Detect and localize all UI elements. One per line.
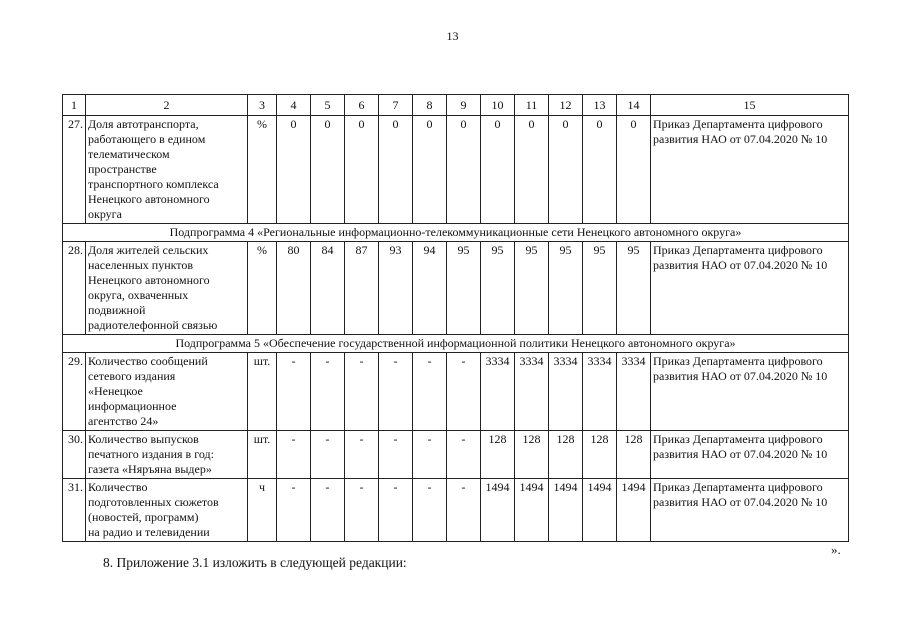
indicator-name-line: радиотелефонной связью bbox=[88, 318, 218, 332]
value-cell: - bbox=[379, 353, 413, 431]
header-cell: 15 bbox=[651, 95, 849, 116]
value-cell: - bbox=[277, 479, 311, 542]
value-cell: 95 bbox=[515, 242, 549, 335]
value-cell: 0 bbox=[379, 116, 413, 224]
value-cell: 128 bbox=[481, 431, 515, 479]
indicator-name-line: округа bbox=[88, 207, 122, 221]
header-cell: 7 bbox=[379, 95, 413, 116]
row-number: 31. bbox=[63, 479, 86, 542]
indicator-name-line: Количество сообщений bbox=[88, 354, 208, 368]
value-cell: - bbox=[277, 353, 311, 431]
indicator-name-line: пространстве bbox=[88, 162, 157, 176]
indicator-name-line: на радио и телевидении bbox=[88, 525, 210, 539]
subprogram-row bbox=[63, 335, 849, 353]
value-cell: 0 bbox=[311, 116, 345, 224]
indicator-name-line: Ненецкого автономного bbox=[88, 273, 210, 287]
indicator-name-line: Ненецкого автономного bbox=[88, 192, 210, 206]
value-cell: 128 bbox=[515, 431, 549, 479]
value-cell: 128 bbox=[583, 431, 617, 479]
source-line: Приказ Департамента цифрового bbox=[653, 432, 823, 446]
value-cell: 93 bbox=[379, 242, 413, 335]
subprogram-title: Подпрограмма 5 «Обеспечение государственной информационной политики Ненецкого автономного округа» bbox=[63, 335, 849, 353]
indicator-name bbox=[86, 479, 248, 542]
value-cell: 87 bbox=[345, 242, 379, 335]
value-cell: 0 bbox=[583, 116, 617, 224]
indicator-name-line: сетевого издания bbox=[88, 369, 176, 383]
source-line: развития НАО от 07.04.2020 № 10 bbox=[653, 369, 828, 383]
source-cell bbox=[651, 431, 849, 479]
indicator-name-line: агентство 24» bbox=[88, 414, 159, 428]
value-cell: 128 bbox=[617, 431, 651, 479]
value-cell: 0 bbox=[481, 116, 515, 224]
value-cell: - bbox=[311, 431, 345, 479]
source-line: развития НАО от 07.04.2020 № 10 bbox=[653, 132, 828, 146]
indicators-table bbox=[62, 94, 849, 542]
row-number: 28. bbox=[63, 242, 86, 335]
header-cell: 10 bbox=[481, 95, 515, 116]
value-cell: 0 bbox=[345, 116, 379, 224]
value-cell: - bbox=[447, 353, 481, 431]
table-row bbox=[63, 116, 849, 224]
header-cell: 5 bbox=[311, 95, 345, 116]
header-cell: 8 bbox=[413, 95, 447, 116]
unit-cell: % bbox=[248, 116, 277, 224]
value-cell: 0 bbox=[447, 116, 481, 224]
indicator-name bbox=[86, 116, 248, 224]
value-cell: 3334 bbox=[515, 353, 549, 431]
indicator-name-line: Доля автотранспорта, bbox=[88, 117, 199, 131]
row-number: 30. bbox=[63, 431, 86, 479]
value-cell: 0 bbox=[413, 116, 447, 224]
value-cell: - bbox=[379, 479, 413, 542]
indicator-name bbox=[86, 353, 248, 431]
value-cell: - bbox=[379, 431, 413, 479]
header-cell: 13 bbox=[583, 95, 617, 116]
unit-cell: шт. bbox=[248, 431, 277, 479]
value-cell: 0 bbox=[515, 116, 549, 224]
indicator-name-line: Количество выпусков bbox=[88, 432, 199, 446]
value-cell: - bbox=[447, 479, 481, 542]
value-cell: 3334 bbox=[549, 353, 583, 431]
source-line: развития НАО от 07.04.2020 № 10 bbox=[653, 495, 828, 509]
value-cell: 3334 bbox=[583, 353, 617, 431]
header-cell: 1 bbox=[63, 95, 86, 116]
unit-cell: ч bbox=[248, 479, 277, 542]
header-cell: 2 bbox=[86, 95, 248, 116]
indicator-name-line: работающего в едином bbox=[88, 132, 206, 146]
value-cell: 128 bbox=[549, 431, 583, 479]
value-cell: - bbox=[413, 431, 447, 479]
source-line: Приказ Департамента цифрового bbox=[653, 243, 823, 257]
value-cell: 3334 bbox=[617, 353, 651, 431]
value-cell: 0 bbox=[277, 116, 311, 224]
indicator-name-line: (новостей, программ) bbox=[88, 510, 199, 524]
value-cell: - bbox=[311, 479, 345, 542]
header-row bbox=[63, 95, 849, 116]
value-cell: 3334 bbox=[481, 353, 515, 431]
indicator-name-line: информационное bbox=[88, 399, 177, 413]
value-cell: - bbox=[413, 353, 447, 431]
table-row bbox=[63, 431, 849, 479]
indicator-name-line: населенных пунктов bbox=[88, 258, 194, 272]
page-number: 13 bbox=[446, 29, 459, 43]
value-cell: 1494 bbox=[549, 479, 583, 542]
value-cell: - bbox=[345, 431, 379, 479]
value-cell: - bbox=[345, 353, 379, 431]
source-line: Приказ Департамента цифрового bbox=[653, 354, 823, 368]
indicator-name-line: подвижной bbox=[88, 303, 146, 317]
indicator-name-line: телематическом bbox=[88, 147, 170, 161]
source-line: Приказ Департамента цифрового bbox=[653, 117, 823, 131]
source-cell bbox=[651, 242, 849, 335]
value-cell: 1494 bbox=[583, 479, 617, 542]
indicator-name-line: округа, охваченных bbox=[88, 288, 189, 302]
header-cell: 3 bbox=[248, 95, 277, 116]
header-cell: 9 bbox=[447, 95, 481, 116]
indicator-name-line: «Ненецкое bbox=[88, 384, 143, 398]
value-cell: 95 bbox=[583, 242, 617, 335]
indicator-name-line: Доля жителей сельских bbox=[88, 243, 209, 257]
row-number: 27. bbox=[63, 116, 86, 224]
row-number: 29. bbox=[63, 353, 86, 431]
value-cell: 1494 bbox=[617, 479, 651, 542]
value-cell: - bbox=[311, 353, 345, 431]
source-line: развития НАО от 07.04.2020 № 10 bbox=[653, 447, 828, 461]
value-cell: 80 bbox=[277, 242, 311, 335]
value-cell: - bbox=[413, 479, 447, 542]
value-cell: 94 bbox=[413, 242, 447, 335]
table-row bbox=[63, 242, 849, 335]
value-cell: 84 bbox=[311, 242, 345, 335]
subprogram-title: Подпрограмма 4 «Региональные информационно-телекоммуникационные сети Ненецкого автономного округа» bbox=[63, 224, 849, 242]
subprogram-row bbox=[63, 224, 849, 242]
indicator-name-line: транспортного комплекса bbox=[88, 177, 219, 191]
value-cell: - bbox=[447, 431, 481, 479]
value-cell: - bbox=[345, 479, 379, 542]
header-cell: 14 bbox=[617, 95, 651, 116]
amendment-paragraph: 8. Приложение 3.1 изложить в следующей редакции: bbox=[103, 555, 407, 570]
table-row bbox=[63, 479, 849, 542]
source-cell bbox=[651, 479, 849, 542]
indicator-name-line: печатного издания в год: bbox=[88, 447, 214, 461]
value-cell: - bbox=[277, 431, 311, 479]
value-cell: 1494 bbox=[481, 479, 515, 542]
unit-cell: шт. bbox=[248, 353, 277, 431]
source-line: развития НАО от 07.04.2020 № 10 bbox=[653, 258, 828, 272]
value-cell: 0 bbox=[549, 116, 583, 224]
indicator-name-line: Количество bbox=[88, 480, 148, 494]
header-cell: 11 bbox=[515, 95, 549, 116]
value-cell: 95 bbox=[617, 242, 651, 335]
source-cell bbox=[651, 116, 849, 224]
closing-quote: ». bbox=[831, 542, 841, 557]
unit-cell: % bbox=[248, 242, 277, 335]
indicator-name-line: подготовленных сюжетов bbox=[88, 495, 219, 509]
header-cell: 12 bbox=[549, 95, 583, 116]
source-line: Приказ Департамента цифрового bbox=[653, 480, 823, 494]
indicator-name-line: газета «Няръяна выдер» bbox=[88, 462, 212, 476]
value-cell: 1494 bbox=[515, 479, 549, 542]
value-cell: 0 bbox=[617, 116, 651, 224]
header-cell: 4 bbox=[277, 95, 311, 116]
table-row bbox=[63, 353, 849, 431]
header-cell: 6 bbox=[345, 95, 379, 116]
indicator-name bbox=[86, 431, 248, 479]
source-cell bbox=[651, 353, 849, 431]
value-cell: 95 bbox=[549, 242, 583, 335]
value-cell: 95 bbox=[481, 242, 515, 335]
value-cell: 95 bbox=[447, 242, 481, 335]
indicator-name bbox=[86, 242, 248, 335]
